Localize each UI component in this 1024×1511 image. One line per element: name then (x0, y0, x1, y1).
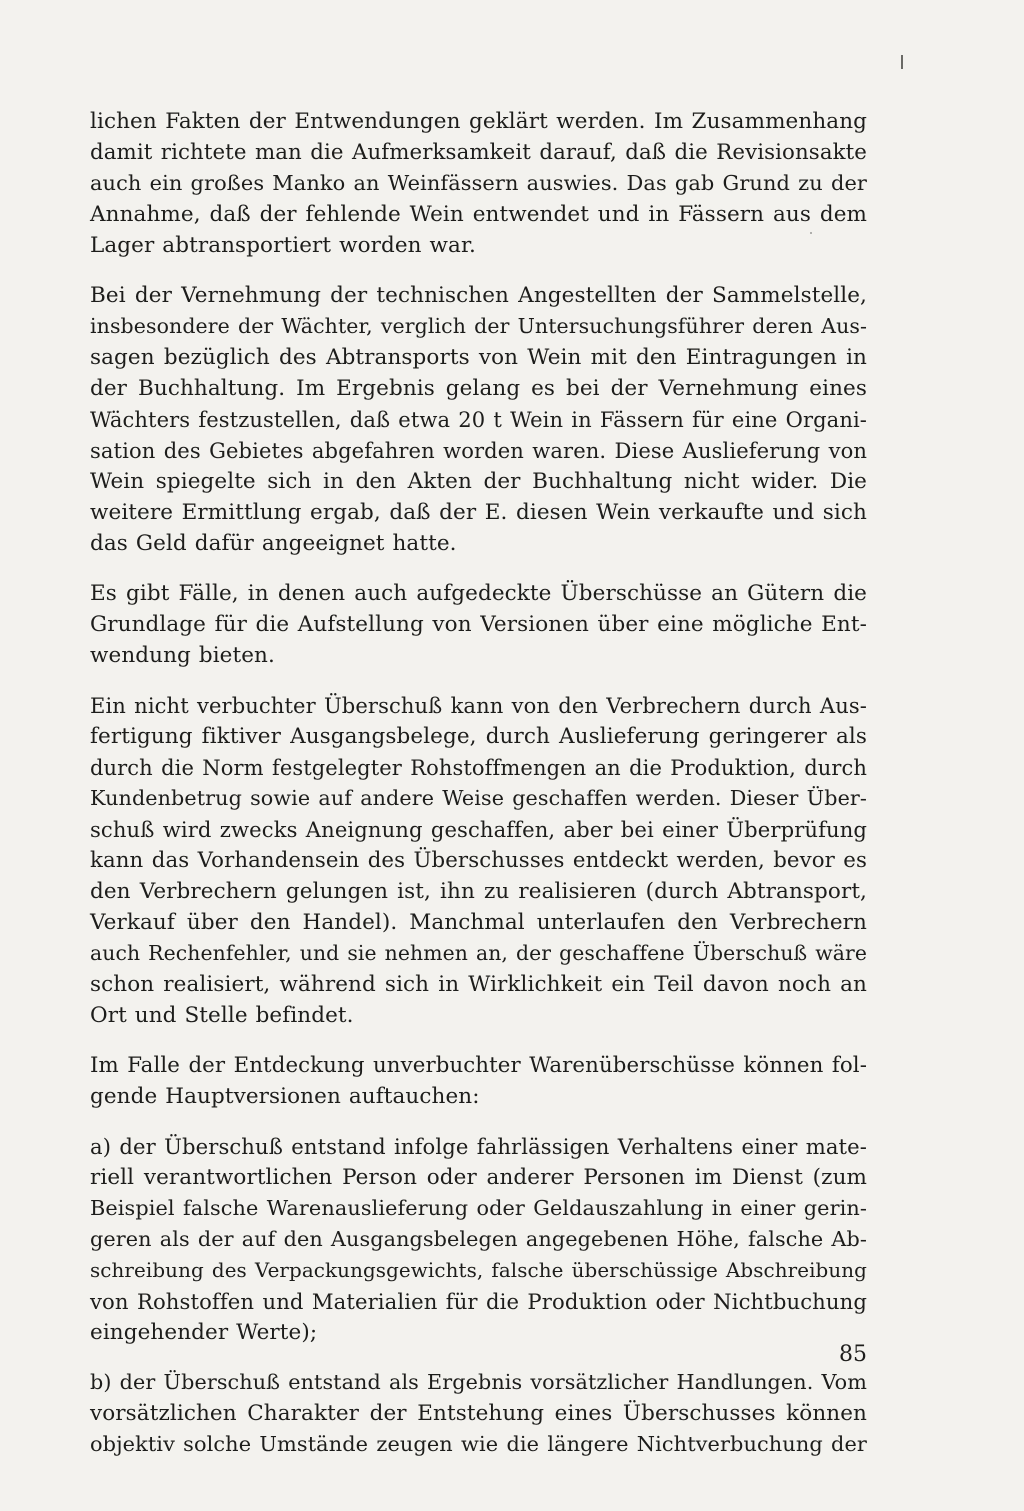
text-line: sagen bezüglich des Abtransports von Wein mit den Eintragungen in (90, 345, 867, 370)
text-line: Bei der Vernehmung der technischen Angestellten der Sammelstelle, (90, 283, 867, 308)
text-line: gende Hauptversionen auftauchen: (90, 1084, 480, 1109)
text-line: insbesondere der Wächter, verglich der Untersuchungsführer deren Aus- (90, 314, 867, 338)
text-line: der Buchhaltung. Im Ergebnis gelang es bei der Vernehmung eines (90, 376, 867, 401)
text-line: Annahme, daß der fehlende Wein entwendet und in Fässern aus dem (90, 202, 867, 227)
text-line: auch Rechenfehler, und sie nehmen an, der geschaffene Überschuß wäre (90, 941, 867, 965)
text-line: fertigung fiktiver Ausgangsbelege, durch Auslieferung geringerer als (90, 724, 867, 749)
text-line: Ort und Stelle befindet. (90, 1003, 354, 1028)
text-line: b) der Überschuß entstand als Ergebnis vorsätzlicher Handlungen. Vom (90, 1370, 867, 1394)
text-line: objektiv solche Umstände zeugen wie die längere Nichtverbuchung der (90, 1432, 867, 1456)
text-line: das Geld dafür angeeignet hatte. (90, 531, 457, 556)
paragraph-3 (90, 578, 867, 671)
text-line: sation des Gebietes abgefahren worden waren. Diese Auslieferung von (90, 438, 867, 463)
text-line: Lager abtransportiert worden war. (90, 233, 476, 258)
text-line: Verkauf über den Handel). Manchmal unterlaufen den Verbrechern (90, 910, 867, 935)
text-line: schuß wird zwecks Aneignung geschaffen, aber bei einer Überprüfung (90, 817, 867, 842)
paragraph-7 (90, 1367, 867, 1460)
text-line: Grundlage für die Aufstellung von Versionen über eine mögliche Ent- (90, 612, 867, 637)
text-line: Wein spiegelte sich in den Akten der Buchhaltung nicht wider. Die (90, 469, 867, 494)
paragraph-1 (90, 106, 867, 261)
text-line: a) der Überschuß entstand infolge fahrlässigen Verhaltens einer mate- (90, 1134, 867, 1159)
text-line: schreibung des Verpackungsgewichts, falsche überschüssige Abschreibung (90, 1259, 867, 1282)
text-line: durch die Norm festgelegter Rohstoffmengen an die Produktion, durch (90, 755, 867, 780)
text-line: Kundenbetrug sowie auf andere Weise geschaffen werden. Dieser Über- (90, 786, 867, 810)
text-line: geren als der auf den Ausgangsbelegen angegebenen Höhe, falsche Ab- (90, 1227, 867, 1251)
text-line: den Verbrechern gelungen ist, ihn zu realisieren (durch Abtransport, (90, 879, 867, 904)
text-line: vorsätzlichen Charakter der Entstehung eines Überschusses können (90, 1401, 867, 1426)
text-line: riell verantwortlichen Person oder anderer Personen im Dienst (zum (90, 1165, 867, 1190)
text-line: kann das Vorhandensein des Überschusses entdeckt werden, bevor es (90, 848, 867, 873)
text-line: eingehender Werte); (90, 1320, 318, 1345)
page-number: 85 (839, 1342, 867, 1367)
text-line: damit richtete man die Aufmerksamkeit darauf, daß die Revisionsakte (90, 140, 867, 165)
text-line: auch ein großes Manko an Weinfässern auswies. Das gab Grund zu der (90, 171, 867, 195)
paragraph-5 (90, 1050, 867, 1112)
margin-mark (901, 55, 903, 69)
text-line: Beispiel falsche Warenauslieferung oder Geldauszahlung in einer gerin- (90, 1196, 867, 1220)
text-line: von Rohstoffen und Materialien für die Produktion oder Nichtbuchung (90, 1289, 867, 1314)
text-line: wendung bieten. (90, 643, 275, 668)
text-line: weitere Ermittlung ergab, daß der E. diesen Wein verkaufte und sich (90, 500, 867, 525)
paragraph-6 (90, 1131, 867, 1348)
body-text (90, 106, 867, 1479)
text-line: Es gibt Fälle, in denen auch aufgedeckte Überschüsse an Gütern die (90, 581, 867, 606)
text-line: lichen Fakten der Entwendungen geklärt werden. Im Zusammenhang (90, 109, 867, 134)
text-line: Im Falle der Entdeckung unverbuchter Warenüberschüsse können fol- (90, 1053, 867, 1078)
paragraph-2 (90, 280, 867, 559)
text-line: Ein nicht verbuchter Überschuß kann von den Verbrechern durch Aus- (90, 693, 867, 718)
paragraph-4 (90, 690, 867, 1031)
text-line: Wächters festzustellen, daß etwa 20 t Wein in Fässern für eine Organi- (90, 407, 867, 432)
text-line: schon realisiert, während sich in Wirklichkeit ein Teil davon noch an (90, 972, 867, 997)
